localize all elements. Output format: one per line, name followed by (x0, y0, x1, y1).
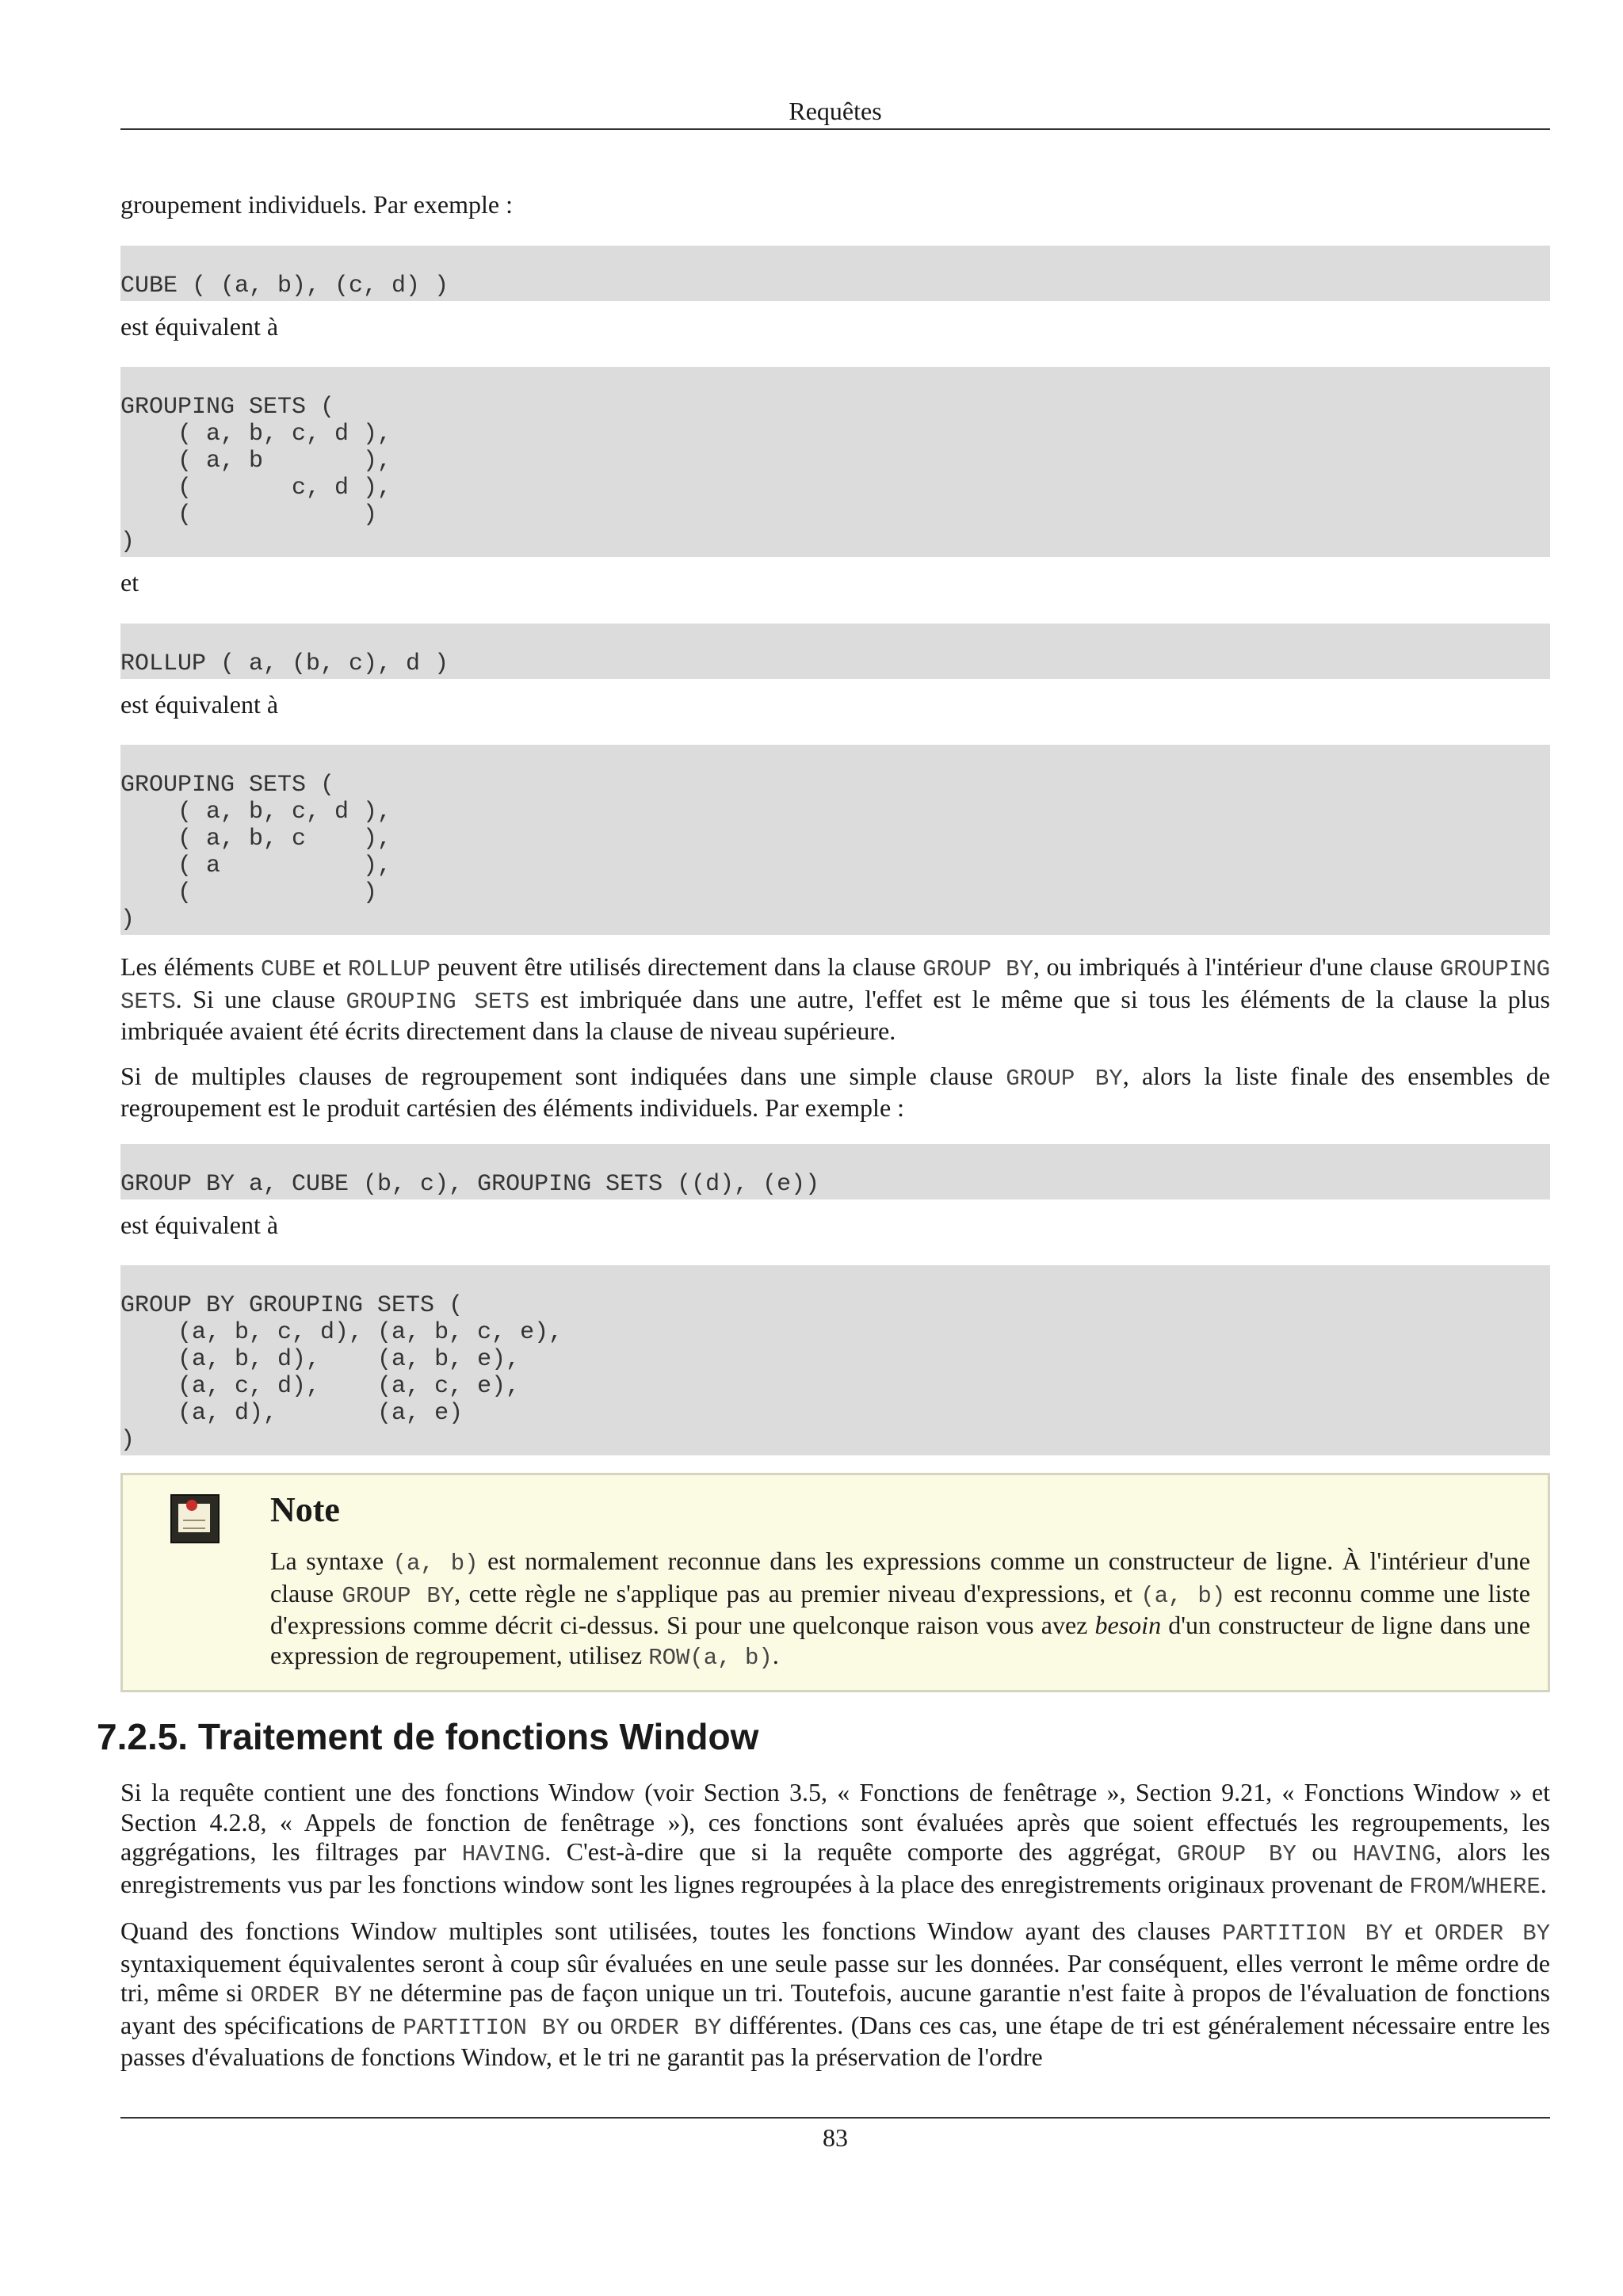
inline-code: FROM (1409, 1873, 1465, 1900)
inline-code: ROW(a, b) (648, 1644, 773, 1671)
inline-code: GROUP BY (922, 956, 1033, 982)
note-box (120, 1473, 1550, 1692)
page-number: 83 (120, 2117, 1550, 2153)
code-block-grouping-sets-rollup: GROUPING SETS ( ( a, b, c, d ), ( a, b, c ), ( a ), ( ) ) (120, 745, 1550, 935)
paragraph-window-order: Si la requête contient une des fonctions Window (voir Section 3.5, « Fonctions de fenêtrage », Section 9.21, « Fonctions Window » et Section 4.2.8, « Appels de fonction de fenêtrage »), ces fonctions sont évaluées après que soient effectués les regroupements, les aggrégations, les filtrages par HAVING. C'est-à-dire que si la requête comporte des aggrégat, GROUP BY ou HAVING, alors les enregistrements vus par les fonctions window sont les lignes regroupées à la place des enregistrements originaux provenant de FROM/WHERE. (120, 1778, 1551, 1900)
inline-code: PARTITION BY (403, 2014, 570, 2041)
inline-code: PARTITION BY (1222, 1920, 1393, 1947)
inline-code: GROUPING SETS (120, 956, 1551, 1015)
inline-code: GROUP BY (1177, 1841, 1296, 1867)
note-title: Note (270, 1490, 340, 1529)
inline-code: (a, b) (1140, 1582, 1226, 1609)
code-block-group-by: GROUP BY a, CUBE (b, c), GROUPING SETS ((d), (e)) (120, 1144, 1550, 1199)
paragraph-window-multiple: Quand des fonctions Window multiples sont utilisées, toutes les fonctions Window ayant des clauses PARTITION BY et ORDER BY syntaxiquement équivalentes seront à coup sûr évaluées en une seule passe sur les données. Par conséquent, elles verront le même ordre de tri, même si ORDER BY ne détermine pas de façon unique un tri. Toutefois, aucune garantie n'est faite à propos de l'évaluation de fonctions ayant des spécifications de PARTITION BY ou ORDER BY différentes. (Dans ces cas, une étape de tri est généralement nécessaire entre les passes d'évaluations de fonctions Window, et le tri ne garantit pas la préservation de l'ordre (120, 1917, 1551, 2071)
code-block-grouping-sets-cube: GROUPING SETS ( ( a, b, c, d ), ( a, b ), ( c, d ), ( ) ) (120, 367, 1550, 557)
inline-code: GROUPING SETS (346, 988, 530, 1015)
inline-code: HAVING (1352, 1841, 1436, 1867)
inline-code: HAVING (461, 1841, 545, 1867)
code-block-cube: CUBE ( (a, b), (c, d) ) (120, 246, 1550, 301)
intro-text: groupement individuels. Par exemple : (120, 190, 513, 219)
paragraph-nesting: Les éléments CUBE et ROLLUP peuvent être utilisés directement dans la clause GROUP BY, ou imbriqués à l'intérieur d'une clause GROUPING SETS. Si une clause GROUPING SETS est imbriquée dans une autre, l'effet est le même que si tous les éléments de la clause la plus imbriquée avaient été écrits directement dans la clause de niveau supérieure. (120, 952, 1551, 1045)
caption-equivalent: est équivalent à (120, 311, 279, 341)
code-block-rollup: ROLLUP ( a, (b, c), d ) (120, 624, 1550, 679)
caption-equivalent: est équivalent à (120, 689, 279, 719)
paragraph-multiple-clauses: Si de multiples clauses de regroupement sont indiquées dans une simple clause GROUP BY, alors la liste finale des ensembles de regroupement est le produit cartésien des éléments individuels. Par exemple : (120, 1061, 1551, 1122)
inline-code: ROLLUP (347, 956, 431, 982)
section-heading: 7.2.5. Traitement de fonctions Window (97, 1716, 759, 1757)
inline-code: (a, b) (392, 1550, 479, 1577)
page-content (97, 190, 1551, 2088)
running-header: Requêtes (120, 93, 1550, 130)
emphasis: besoin (1094, 1611, 1162, 1639)
inline-code: ORDER BY (609, 2014, 722, 2041)
inline-code: GROUP BY (1006, 1065, 1123, 1092)
note-text: La syntaxe (a, b) est normalement reconnue dans les expressions comme un constructeur de ligne. À l'intérieur d'une clause GROUP BY, cette règle ne s'applique pas au premier niveau d'expressions, et (a, b) est reconnu comme une liste d'expressions comme décrit ci-dessus. Si pour une quelconque raison vous avez besoin d'un constructeur de ligne dans une expression de regroupement, utilisez ROW(a, b). (270, 1547, 1531, 1671)
inline-code: CUBE (261, 956, 316, 982)
inline-code: WHERE (1471, 1873, 1541, 1900)
inline-code: ORDER BY (250, 1982, 362, 2008)
caption-equivalent: est équivalent à (120, 1210, 279, 1239)
inline-code: GROUP BY (342, 1582, 455, 1609)
note-icon (170, 1494, 220, 1543)
inline-code: ORDER BY (1434, 1920, 1551, 1947)
code-block-group-by-expanded: GROUP BY GROUPING SETS ( (a, b, c, d), (a, b, c, e), (a, b, d), (a, b, e), (a, c, d), (a, c, e), (a, d), (a, e) ) (120, 1265, 1550, 1455)
caption-and: et (120, 568, 139, 597)
